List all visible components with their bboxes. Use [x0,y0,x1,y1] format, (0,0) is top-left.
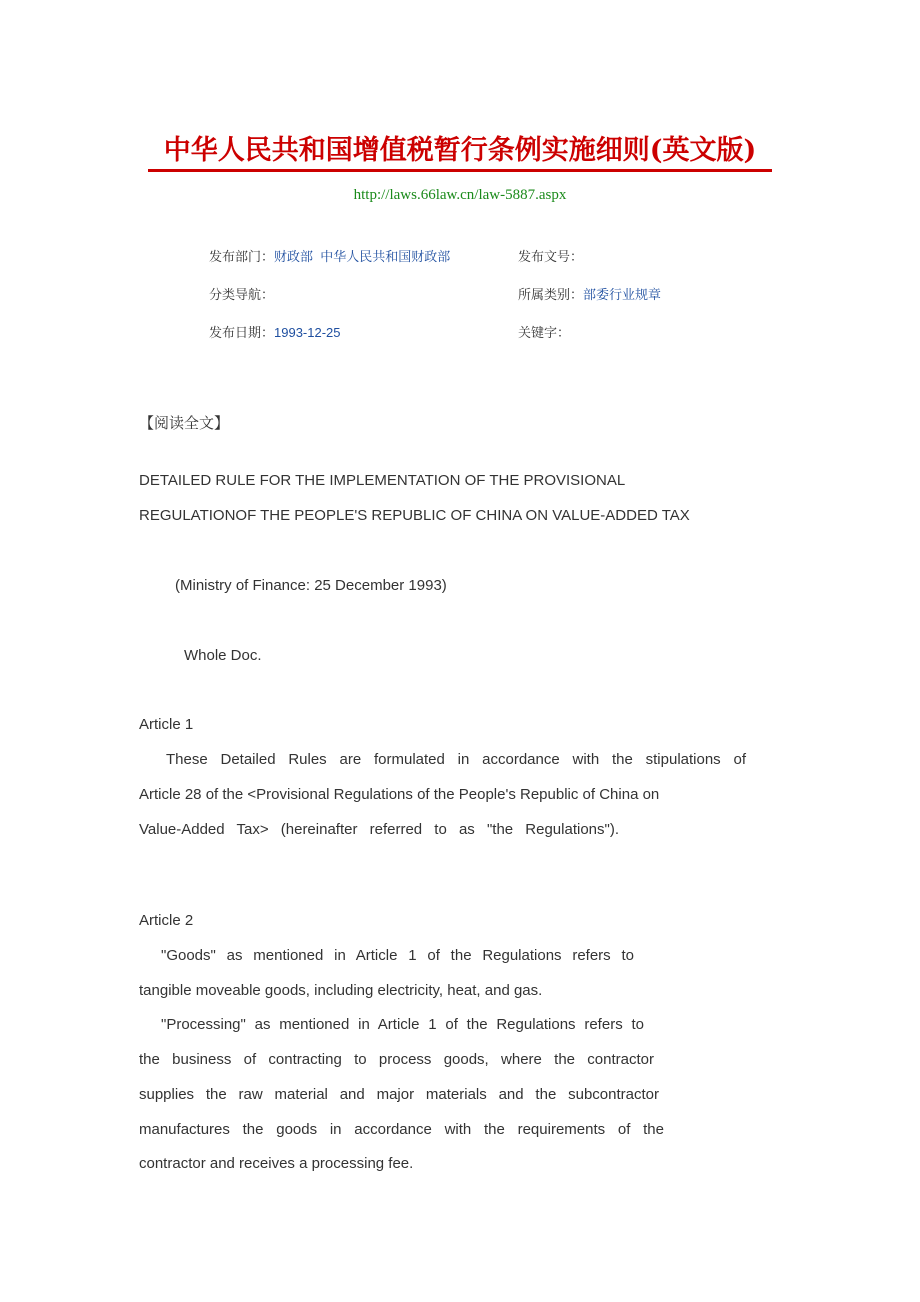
issuer: (Ministry of Finance: 25 December 1993) [175,577,447,594]
meta-category [518,286,661,304]
article-1-title: Article 1 [139,716,194,733]
dept-label: 发布部门： [209,249,275,264]
whole-doc-link[interactable]: Whole Doc. [184,647,262,664]
article-2-line: "Goods" as mentioned in Article 1 of the Regulations refers to [161,947,634,964]
meta-dept [209,248,450,266]
category-label: 所属类别： [518,287,584,302]
article-2-line: "Processing" as mentioned in Article 1 of the Regulations refers to [161,1016,644,1033]
article-2-line: supplies the raw material and major materials and the subcontractor [139,1086,659,1103]
date-value: 1993-12-25 [274,325,341,340]
article-2-line: contractor and receives a processing fee. [139,1155,414,1172]
article-2-line: tangible moveable goods, including electricity, heat, and gas. [139,982,543,999]
article-1-line: Value-Added Tax> (hereinafter referred to as "the Regulations"). [139,821,619,838]
heading-line-2: REGULATIONOF THE PEOPLE'S REPUBLIC OF CHINA ON VALUE-ADDED TAX [139,507,690,524]
article-2-title: Article 2 [139,912,194,929]
dept-link[interactable]: 财政部 [274,249,314,264]
article-1-line: These Detailed Rules are formulated in accordance with the stipulations of [166,751,746,768]
docno-label: 发布文号： [518,249,584,264]
page-title: 中华人民共和国增值税暂行条例实施细则(英文版) [163,135,757,166]
title-divider [148,169,772,172]
meta-date [209,324,341,342]
category-link[interactable]: 部委行业规章 [583,287,662,302]
article-2-line: the business of contracting to process goods, where the contractor [139,1051,654,1068]
article-2-line: manufactures the goods in accordance with the requirements of the [139,1121,664,1138]
date-label: 发布日期： [209,325,275,340]
source-url[interactable]: http://laws.66law.cn/law-5887.aspx [353,187,567,203]
dept-link-2[interactable]: 中华人民共和国财政部 [320,249,451,264]
heading-line-1: DETAILED RULE FOR THE IMPLEMENTATION OF THE PROVISIONAL [139,472,626,489]
read-full-text: 【阅读全文】 [139,415,230,432]
article-1-line: Article 28 of the <Provisional Regulations of the People's Republic of China on [139,786,660,803]
nav-label: 分类导航： [209,287,275,302]
keyword-label: 关键字： [518,325,571,340]
